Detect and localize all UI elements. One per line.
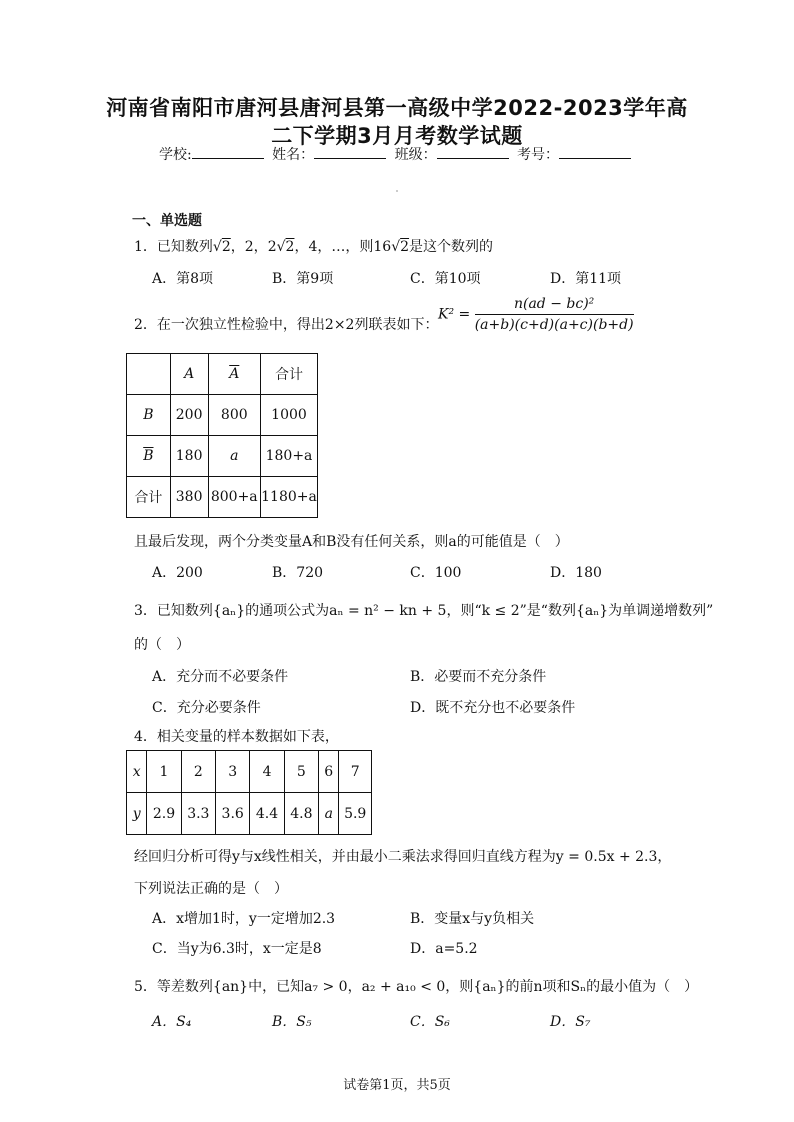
q3-option-d[interactable]: D．既不充分也不必要条件 [410, 700, 576, 716]
q2-option-b[interactable]: B．720 [272, 565, 324, 581]
q1-stem: 1．已知数列√2，2，2√2，4，…，则16√2是这个数列的 [134, 239, 494, 255]
exam-no-label: 考号： [517, 147, 560, 163]
decorative-dot [396, 190, 398, 192]
q4-stem: 4．相关变量的样本数据如下表， [134, 729, 339, 745]
q4-option-c[interactable]: C．当y为6.3时，x一定是8 [152, 941, 322, 957]
title-line-2: 二下学期3月月考数学试题 [271, 124, 523, 148]
class-blank [437, 146, 509, 159]
q5-option-d[interactable]: D．S₇ [550, 1014, 591, 1030]
q3-option-b[interactable]: B．必要而不充分条件 [410, 669, 547, 685]
page-footer: 试卷第1页，共5页 [343, 1078, 451, 1093]
q3-stem-line1: 3．已知数列{aₙ}的通项公式为aₙ = n² − kn + 5，则“k ≤ 2”是“数列{aₙ}为单调递增数列” [134, 603, 714, 619]
exam-no-blank [559, 146, 631, 159]
class-label: 班级： [394, 147, 437, 163]
q2-option-d[interactable]: D．180 [550, 565, 602, 581]
q3-stem-line2: 的（ ） [134, 637, 190, 653]
table-row: $\overline{B}$ 180 a 180+a [127, 436, 318, 477]
q1-option-a[interactable]: A．第8项 [152, 271, 214, 287]
q5-option-a[interactable]: A．S₄ [152, 1014, 192, 1030]
q4-after-line1: 经回归分析可得y与x线性相关，并由最小二乘法求得回归直线方程为y = 0.5x + 2.3， [134, 849, 672, 865]
sqrt-symbol: √ [212, 239, 222, 255]
q2-followup: 且最后发现，两个分类变量A和B没有任何关系，则a的可能值是（ ） [134, 534, 569, 550]
q2-option-c[interactable]: C．100 [410, 565, 462, 581]
q2-stem: 2．在一次独立性检验中，得出2×2列联表如下： [134, 317, 439, 333]
q5-option-b[interactable]: B．S₅ [272, 1014, 312, 1030]
table-row: x 1 2 3 4 5 6 7 [127, 751, 372, 793]
section-single-choice: 一、单选题 [132, 213, 202, 229]
contingency-table: A $\overline{A}$ 合计 B 200 800 1000 $\overline{B}$ 180 a 180+a 合计 380 800+a 1180+a [126, 353, 318, 518]
q1-option-d[interactable]: D．第11项 [550, 271, 622, 287]
q4-after-line2: 下列说法正确的是（ ） [134, 881, 288, 897]
table-row: B 200 800 1000 [127, 395, 318, 436]
q5-option-c[interactable]: C．S₆ [410, 1014, 450, 1030]
q3-option-c[interactable]: C．充分必要条件 [152, 700, 261, 716]
q4-option-b[interactable]: B．变量x与y负相关 [410, 911, 535, 927]
sample-data-table [126, 750, 372, 835]
student-info-line [0, 144, 794, 164]
table-row: y 2.9 3.3 3.6 4.4 4.8 a 5.9 [127, 793, 372, 835]
school-blank [192, 146, 264, 159]
title-line-1: 河南省南阳市唐河县唐河县第一高级中学2022-2023学年高 [106, 96, 688, 120]
q2-formula: K² = $\frac{\text{n(ad − bc)²}}{(a+b)(c+d)(a+c)(b+d)}$ [438, 296, 634, 333]
school-label: 学校: [158, 147, 192, 163]
q3-option-a[interactable]: A．充分而不必要条件 [152, 669, 289, 685]
name-label: 姓名： [272, 147, 315, 163]
name-blank [314, 146, 386, 159]
q4-option-a[interactable]: A．x增加1时，y一定增加2.3 [152, 911, 336, 927]
q1-option-b[interactable]: B．第9项 [272, 271, 334, 287]
table-row: 合计 380 800+a 1180+a [127, 477, 318, 518]
q5-stem: 5．等差数列{an}中，已知a₇ > 0，a₂ + a₁₀ < 0，则{aₙ}的前n项和Sₙ的最小值为（ ） [134, 979, 699, 995]
q4-option-d[interactable]: D．a=5.2 [410, 941, 478, 957]
q1-option-c[interactable]: C．第10项 [410, 271, 481, 287]
q2-option-a[interactable]: A．200 [152, 565, 203, 581]
